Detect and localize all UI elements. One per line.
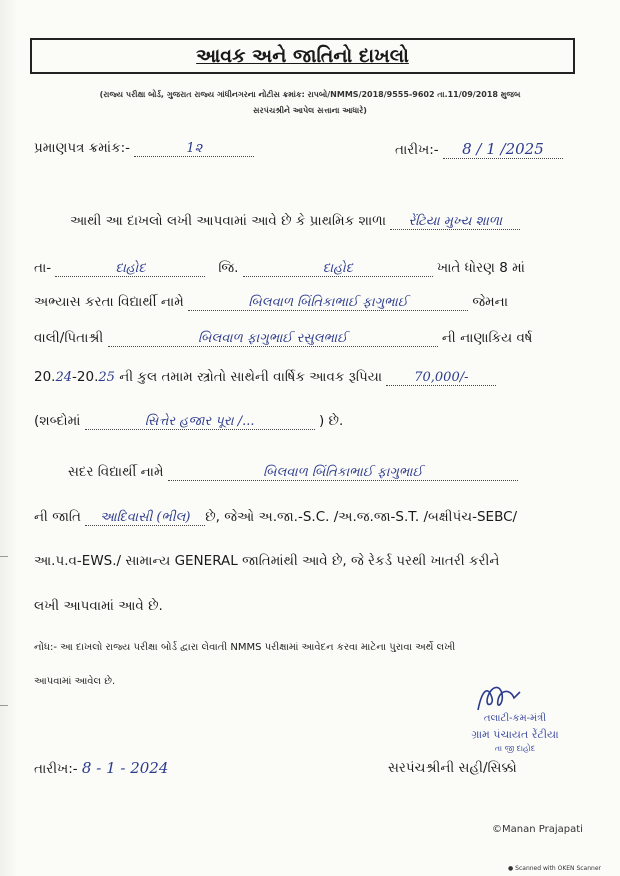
certificate-date-label: તારીખ:- xyxy=(395,142,439,158)
std-text: ખાતે ધોરણ 8 માં xyxy=(437,260,525,276)
year-to: 25 xyxy=(98,370,115,385)
header-subnote-line2: સરપંચશ્રીને આપેલ સત્તાના આધારે) xyxy=(253,106,367,115)
taluka-value: દાહોદ xyxy=(55,261,205,277)
stamp-line2: ગ્રામ પંચાયત રેંટીયા xyxy=(471,728,559,741)
study-text: અભ્યાસ કરતા વિદ્યાર્થી નામે xyxy=(34,294,184,310)
note-line2: આપવામાં આવેલ છે. xyxy=(34,676,116,687)
words-end: ) છે. xyxy=(319,413,344,429)
certificate-date-row xyxy=(395,140,563,159)
caste-label: ની જાતિ xyxy=(34,509,81,525)
scanner-icon: ● xyxy=(508,865,514,872)
fin-year-text: ની નાણાકિય વર્ષ xyxy=(441,330,533,346)
stamp-line3: તા જી દાહોદ xyxy=(494,744,536,753)
words-label: (શબ્દોમાં xyxy=(34,413,81,429)
certificate-number-label: પ્રમાણપત્ર ક્રમાંક:- xyxy=(34,140,131,156)
school-line xyxy=(70,213,520,230)
taluka-label: તા- xyxy=(34,260,52,276)
certificate-date-value: 8 / 1 /2025 xyxy=(443,140,563,159)
certificate-title: આવક અને જાતિનો દાખલો xyxy=(196,45,409,67)
student-name-2: બિલવાળ બિંતિકાભાઈ ફાગુભાઈ xyxy=(168,465,518,481)
school-name: રેંટિયા મુખ્ય શાળા xyxy=(390,214,520,230)
header-subnote-line1: (રાજ્ય પરીક્ષા બોર્ડ, ગુજરાત રાજ્ય ગાંધીનગરના નોટીસ ક્રમાંક: રાપબો/NMMS/2018/9555-9602 તા.11/09/2018 મુજબ xyxy=(99,90,521,99)
scanner-watermark xyxy=(508,865,601,872)
footer-date-row xyxy=(34,759,168,777)
student-label-2: સદર વિદ્યાર્થી નામે xyxy=(68,464,164,480)
student-name: બિલવાળ બિંતિકાભાઈ ફાગુભાઈ xyxy=(188,295,468,311)
parent-name: બિલવાળ ફાગુભાઈ રસુલભાઈ xyxy=(108,331,438,347)
caste-line xyxy=(34,509,517,526)
year-mid: -20. xyxy=(72,369,99,385)
year-prefix: 20. xyxy=(34,369,56,385)
school-intro-text: આથી આ દાખલો લખી આપવામાં આવે છે કે પ્રાથમિક શાળા xyxy=(70,213,387,229)
footer-date-label: તારીખ:- xyxy=(34,761,78,777)
caste-line-2: આ.પ.વ-EWS./ સામાન્ય GENERAL જાતિમાંથી આવે છે, જે રેકર્ડ પરથી ખાતરી કરીને xyxy=(34,553,500,569)
parent-label: વાલી/પિતાશ્રી xyxy=(34,330,104,346)
district-value: દાહોદ xyxy=(243,261,433,277)
note-line1: નોંધ:- આ દાખલો રાજ્ય પરીક્ષા બોર્ડ દ્વારા લેવાતી NMMS પરીક્ષામાં આવેદન કરવા માટેના પુરાવા અર્થે લખી xyxy=(34,642,456,653)
district-label: જિ. xyxy=(218,260,239,276)
year-from: 24 xyxy=(55,370,73,385)
certificate-title-box xyxy=(30,38,575,74)
income-value: 70,000/- xyxy=(386,370,496,386)
jemna-text: જેમના xyxy=(472,294,509,310)
words-value: સિત્તેર હજાર પૂરા /... xyxy=(85,414,315,430)
taluka-district-line xyxy=(34,260,525,277)
income-line xyxy=(34,369,496,386)
signature-label: સરપંચશ્રીની સહી/સિક્કો xyxy=(388,760,517,776)
certificate-number-row xyxy=(34,140,254,157)
fold-mark xyxy=(0,556,8,557)
closing-line: લખી આપવામાં આવે છે. xyxy=(34,598,163,614)
fold-mark xyxy=(0,705,8,706)
income-text: ની કુલ તમામ સ્ત્રોતો સાથેની વાર્ષિક આવક રૂપિયા xyxy=(119,369,383,385)
stamp-line1: તલાટી-કમ-મંત્રી xyxy=(483,713,547,724)
student-line-2 xyxy=(68,464,518,481)
footer-date-value: 8 - 1 - 2024 xyxy=(81,759,169,777)
words-line xyxy=(34,413,343,430)
credit-text: ©Manan Prajapati xyxy=(492,824,583,835)
caste-value: આદિવાસી (ભીલ) xyxy=(85,510,205,526)
student-line xyxy=(34,294,508,311)
certificate-number-value: 1૨ xyxy=(134,141,254,157)
parent-line xyxy=(34,330,532,347)
caste-text: છે, જેઓ અ.જા.-S.C. /અ.જ.જા-S.T. /બક્ષીપંચ-SEBC/ xyxy=(205,509,518,525)
scanner-text: Scanned with OKEN Scanner xyxy=(515,865,601,872)
